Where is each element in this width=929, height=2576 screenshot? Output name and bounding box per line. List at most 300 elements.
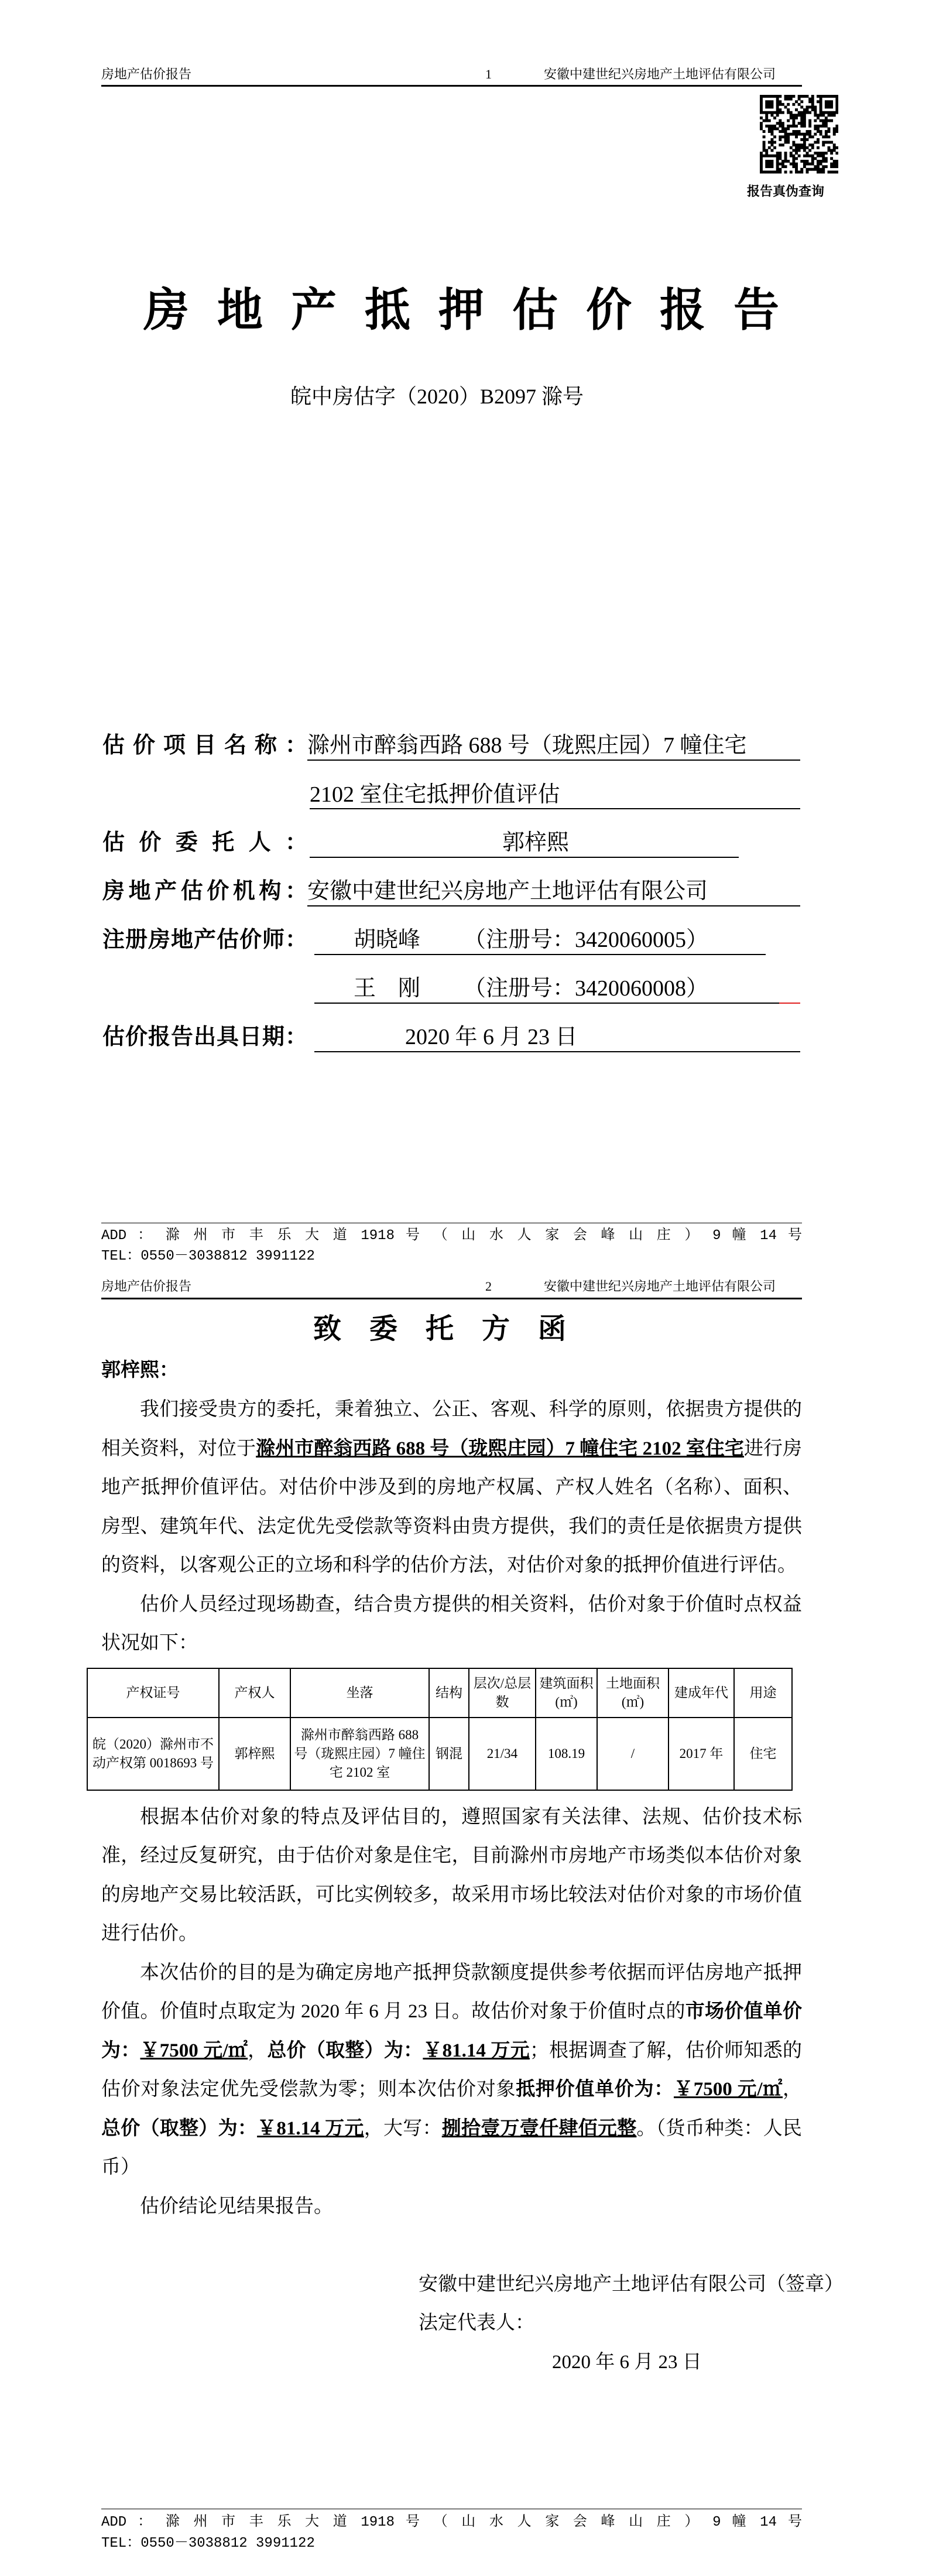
qr-module bbox=[820, 125, 822, 128]
header-usage: 用途 bbox=[734, 1668, 792, 1718]
qr-module bbox=[806, 170, 809, 173]
qr-module bbox=[776, 157, 779, 160]
qr-module bbox=[808, 168, 811, 171]
qr-module bbox=[776, 98, 779, 101]
qr-module bbox=[825, 119, 828, 122]
qr-module bbox=[798, 95, 801, 98]
qr-module bbox=[765, 152, 768, 155]
footer-tel: TEL：0550－3038812 3991122 bbox=[101, 2536, 315, 2551]
cell-land-area: / bbox=[597, 1718, 669, 1790]
qr-module bbox=[822, 152, 825, 155]
qr-module bbox=[814, 165, 817, 168]
qr-module bbox=[835, 98, 838, 101]
qr-module bbox=[779, 130, 781, 133]
qr-module bbox=[792, 133, 795, 136]
qr-module bbox=[798, 122, 801, 125]
qr-module bbox=[822, 111, 825, 114]
qr-module bbox=[795, 165, 798, 168]
qr-module bbox=[776, 160, 779, 163]
qr-module bbox=[814, 157, 817, 160]
qr-module bbox=[779, 111, 781, 114]
signature-date: 2020 年 6 月 23 日 bbox=[552, 2352, 702, 2373]
qr-module bbox=[787, 138, 790, 141]
qr-module bbox=[800, 168, 803, 171]
qr-module bbox=[787, 98, 790, 101]
cell-year-built: 2017 年 bbox=[669, 1718, 734, 1790]
qr-module bbox=[833, 143, 836, 146]
qr-module bbox=[800, 117, 803, 119]
qr-module bbox=[792, 160, 795, 163]
qr-module bbox=[803, 95, 806, 98]
qr-module bbox=[795, 114, 798, 117]
qr-module bbox=[806, 155, 809, 158]
qr-module bbox=[798, 155, 801, 158]
qr-module bbox=[835, 130, 838, 133]
page-number: 1 bbox=[485, 67, 492, 81]
text: 。（货币种类：人民币） bbox=[101, 2117, 803, 2178]
qr-module bbox=[790, 114, 793, 117]
letter-body bbox=[92, 1390, 844, 2576]
qr-module bbox=[779, 119, 781, 122]
market-unit-price: ￥7500 元/㎡ bbox=[140, 2040, 248, 2061]
qr-module bbox=[781, 165, 784, 168]
qr-module bbox=[800, 111, 803, 114]
qr-module bbox=[830, 152, 833, 155]
qr-module bbox=[833, 170, 836, 173]
qr-module bbox=[770, 130, 773, 133]
running-header-title: 房地产估价报告 bbox=[101, 1279, 192, 1294]
client-value: 郭梓熙 bbox=[502, 830, 570, 855]
qr-module bbox=[835, 146, 838, 149]
qr-module bbox=[835, 165, 838, 168]
qr-module bbox=[814, 152, 817, 155]
qr-module bbox=[825, 152, 828, 155]
qr-module bbox=[770, 149, 773, 152]
qr-module bbox=[817, 127, 820, 130]
qr-module bbox=[830, 119, 833, 122]
qr-module bbox=[792, 117, 795, 119]
paragraph-intro bbox=[101, 1390, 802, 1585]
qr-module bbox=[770, 160, 773, 163]
market-total-price: ￥81.14 万元 bbox=[423, 2040, 530, 2061]
mortgage-unit-price: ￥7500 元/㎡ bbox=[673, 2079, 783, 2100]
qr-module bbox=[770, 133, 773, 136]
institution-value: 安徽中建世纪兴房地产土地评估有限公司 bbox=[307, 879, 708, 904]
qr-module bbox=[820, 98, 822, 101]
mortgage-unit-price-label: 抵押价值单价为： bbox=[516, 2079, 674, 2100]
qr-module bbox=[803, 165, 806, 168]
running-header-company: 安徽中建世纪兴房地产土地评估有限公司 bbox=[544, 67, 776, 81]
qr-module bbox=[822, 122, 825, 125]
qr-module bbox=[776, 100, 779, 103]
cell-building-area: 108.19 bbox=[536, 1718, 597, 1790]
qr-module bbox=[806, 168, 809, 171]
qr-module bbox=[811, 157, 814, 160]
qr-module bbox=[784, 127, 787, 130]
qr-module bbox=[822, 119, 825, 122]
qr-module bbox=[792, 143, 795, 146]
qr-module bbox=[820, 133, 822, 136]
qr-module bbox=[822, 95, 825, 98]
qr-module bbox=[817, 130, 820, 133]
qr-module bbox=[822, 125, 825, 128]
qr-module bbox=[798, 103, 801, 106]
qr-module bbox=[798, 170, 801, 173]
qr-module bbox=[763, 135, 766, 138]
header-land-area: 土地面积(㎡) bbox=[597, 1668, 669, 1718]
qr-module bbox=[773, 127, 776, 130]
qr-module bbox=[776, 168, 779, 171]
qr-module bbox=[820, 170, 822, 173]
qr-module bbox=[828, 119, 831, 122]
qr-module bbox=[811, 135, 814, 138]
qr-module bbox=[787, 103, 790, 106]
qr-module bbox=[820, 168, 822, 171]
qr-module bbox=[784, 141, 787, 144]
qr-module bbox=[820, 155, 822, 158]
qr-module bbox=[800, 170, 803, 173]
mortgage-total-label: 总价（取整）为： bbox=[101, 2117, 258, 2139]
qr-module bbox=[808, 133, 811, 136]
qr-module bbox=[800, 100, 803, 103]
qr-module bbox=[787, 135, 790, 138]
qr-module bbox=[776, 163, 779, 166]
qr-module bbox=[776, 108, 779, 111]
qr-module bbox=[770, 114, 773, 117]
qr-module bbox=[828, 149, 831, 152]
running-header-company: 安徽中建世纪兴房地产土地评估有限公司 bbox=[544, 1279, 776, 1294]
qr-module bbox=[822, 168, 825, 171]
qr-module bbox=[817, 168, 820, 171]
appraiser-2-reg: （注册号：3420060008） bbox=[464, 976, 709, 1001]
qr-module bbox=[768, 125, 771, 128]
qr-module bbox=[817, 138, 820, 141]
qr-module bbox=[763, 143, 766, 146]
qr-module bbox=[811, 98, 814, 101]
legal-representative: 法定代表人： bbox=[419, 2312, 534, 2334]
qr-module bbox=[779, 157, 781, 160]
qr-module bbox=[800, 114, 803, 117]
qr-module bbox=[817, 152, 820, 155]
qr-module bbox=[776, 95, 779, 98]
report-date-label: 估价报告出具日期： bbox=[102, 1025, 307, 1049]
qr-module bbox=[768, 163, 771, 166]
qr-module bbox=[781, 103, 784, 106]
text: 进行房地产抵押价值评估。对估价中涉及到的房地产权属、产权人姓名（名称）、面积、房型、建筑年代、法定优先受偿款等资料由贵方提供，我们的责任是依据贵方提供的资料，以客观公正的立场和科学的估价方法，对估价对象的抵押价值进行评估。 bbox=[101, 1438, 803, 1576]
qr-module bbox=[808, 122, 811, 125]
qr-module bbox=[784, 170, 787, 173]
qr-module bbox=[803, 133, 806, 136]
report-date-value: 2020 年 6 月 23 日 bbox=[405, 1025, 578, 1049]
qr-module bbox=[765, 155, 768, 158]
qr-module bbox=[776, 170, 779, 173]
qr-module bbox=[795, 149, 798, 152]
qr-module bbox=[825, 103, 828, 106]
mortgage-total-price: ￥81.14 万元 bbox=[257, 2117, 364, 2139]
qr-module bbox=[784, 157, 787, 160]
qr-module bbox=[779, 168, 781, 171]
qr-module bbox=[773, 170, 776, 173]
qr-module bbox=[798, 111, 801, 114]
qr-module bbox=[792, 122, 795, 125]
qr-module bbox=[765, 125, 768, 128]
qr-module bbox=[776, 122, 779, 125]
qr-module bbox=[814, 114, 817, 117]
qr-caption: 报告真伪查询 bbox=[747, 184, 825, 199]
qr-module bbox=[760, 117, 763, 119]
qr-module bbox=[792, 119, 795, 122]
qr-module bbox=[803, 125, 806, 128]
underline bbox=[307, 760, 800, 761]
cell-usage: 住宅 bbox=[734, 1718, 792, 1790]
qr-module bbox=[773, 125, 776, 128]
qr-module bbox=[822, 170, 825, 173]
qr-module bbox=[825, 130, 828, 133]
table-header-row bbox=[87, 1668, 792, 1718]
qr-module bbox=[760, 170, 763, 173]
qr-module bbox=[768, 105, 771, 108]
appraiser-label: 注册房地产估价师： bbox=[102, 928, 307, 952]
qr-module bbox=[790, 98, 793, 101]
cell-location: 滁州市醉翁西路 688 号（珑熙庄园）7 幢住宅 2102 室 bbox=[290, 1718, 429, 1790]
cell-floor: 21/34 bbox=[469, 1718, 536, 1790]
qr-module bbox=[835, 160, 838, 163]
qr-module bbox=[760, 122, 763, 125]
qr-module bbox=[773, 135, 776, 138]
qr-module bbox=[828, 100, 831, 103]
text: 本次估价的目的是为确定房地产抵押贷款额度提供参考依据而评估房地产抵押价值。价值时点取定为 2020 年 6 月 23 日。故估价对象于价值时点的 bbox=[101, 1962, 802, 2022]
qr-module bbox=[760, 152, 763, 155]
paragraph-method: 根据本估价对象的特点及评估目的，遵照国家有关法律、法规、估价技术标准，经过反复研究，由于估价对象是住宅，目前滁州市房地产市场类似本估价对象的房地产交易比较活跃，可比实例较多，故采用市场比较法对估价对象的市场价值进行估价。 bbox=[101, 1806, 802, 1944]
qr-module bbox=[817, 125, 820, 128]
page-number: 2 bbox=[485, 1279, 492, 1294]
header-owner: 产权人 bbox=[219, 1668, 290, 1718]
qr-module bbox=[787, 127, 790, 130]
footer-tel: TEL：0550－3038812 3991122 bbox=[101, 1248, 315, 1264]
qr-module bbox=[763, 130, 766, 133]
qr-module bbox=[770, 95, 773, 98]
qr-module bbox=[833, 95, 836, 98]
qr-module bbox=[833, 165, 836, 168]
qr-module bbox=[803, 108, 806, 111]
qr-module bbox=[811, 146, 814, 149]
qr-module bbox=[792, 114, 795, 117]
qr-module bbox=[795, 135, 798, 138]
qr-module bbox=[820, 103, 822, 106]
qr-module bbox=[806, 160, 809, 163]
qr-module bbox=[798, 149, 801, 152]
qr-module bbox=[765, 95, 768, 98]
qr-module bbox=[833, 114, 836, 117]
appraiser-1-name: 胡晓峰 bbox=[354, 928, 421, 952]
qr-module bbox=[817, 95, 820, 98]
qr-module bbox=[784, 165, 787, 168]
qr-module bbox=[830, 103, 833, 106]
qr-module bbox=[820, 130, 822, 133]
qr-module bbox=[817, 165, 820, 168]
qr-module bbox=[765, 163, 768, 166]
appraiser-1-reg: （注册号：3420060005） bbox=[464, 928, 709, 952]
underline bbox=[307, 905, 800, 906]
header-building-area: 建筑面积(㎡) bbox=[536, 1668, 597, 1718]
qr-module bbox=[833, 111, 836, 114]
qr-module bbox=[792, 157, 795, 160]
qr-module bbox=[814, 105, 817, 108]
qr-module bbox=[814, 133, 817, 136]
qr-module bbox=[779, 125, 781, 128]
qr-module bbox=[763, 170, 766, 173]
qr-module bbox=[776, 152, 779, 155]
qr-module bbox=[835, 170, 838, 173]
qr-module bbox=[781, 111, 784, 114]
qr-module bbox=[814, 141, 817, 144]
qr-module bbox=[760, 100, 763, 103]
qr-module bbox=[768, 130, 771, 133]
qr-module bbox=[825, 157, 828, 160]
qr-module bbox=[830, 157, 833, 160]
header-floor: 层次/总层数 bbox=[469, 1668, 536, 1718]
qr-module bbox=[784, 95, 787, 98]
qr-module bbox=[835, 127, 838, 130]
qr-module bbox=[781, 122, 784, 125]
qr-module bbox=[828, 114, 831, 117]
qr-module bbox=[770, 165, 773, 168]
qr-module bbox=[781, 127, 784, 130]
qr-module bbox=[765, 119, 768, 122]
qr-module bbox=[822, 160, 825, 163]
qr-module bbox=[779, 95, 781, 98]
qr-code-icon[interactable] bbox=[760, 95, 838, 175]
qr-module bbox=[792, 141, 795, 144]
underline bbox=[310, 808, 800, 809]
qr-module bbox=[814, 125, 817, 128]
qr-module bbox=[806, 138, 809, 141]
cell-owner: 郭梓熙 bbox=[219, 1718, 290, 1790]
qr-module bbox=[779, 103, 781, 106]
qr-module bbox=[768, 170, 771, 173]
client-label: 估价委托人： bbox=[102, 830, 307, 855]
qr-module bbox=[760, 125, 763, 128]
qr-module bbox=[814, 127, 817, 130]
property-address: 滁州市醉翁西路 688 号（珑熙庄园）7 幢住宅 2102 室住宅 bbox=[256, 1438, 744, 1459]
qr-module bbox=[790, 155, 793, 158]
qr-module bbox=[808, 149, 811, 152]
qr-module bbox=[825, 111, 828, 114]
qr-module bbox=[795, 125, 798, 128]
qr-module bbox=[808, 100, 811, 103]
header-cert-no: 产权证号 bbox=[87, 1668, 219, 1718]
qr-module bbox=[765, 114, 768, 117]
qr-module bbox=[835, 100, 838, 103]
qr-module bbox=[760, 168, 763, 171]
qr-module bbox=[817, 117, 820, 119]
qr-module bbox=[811, 143, 814, 146]
qr-module bbox=[768, 155, 771, 158]
qr-module bbox=[828, 130, 831, 133]
qr-module bbox=[808, 105, 811, 108]
qr-module bbox=[806, 130, 809, 133]
qr-module bbox=[814, 168, 817, 171]
qr-module bbox=[781, 160, 784, 163]
qr-module bbox=[817, 141, 820, 144]
qr-module bbox=[814, 119, 817, 122]
qr-module bbox=[773, 95, 776, 98]
qr-module bbox=[811, 105, 814, 108]
qr-module bbox=[776, 111, 779, 114]
qr-module bbox=[770, 141, 773, 144]
qr-module bbox=[806, 95, 809, 98]
market-total-label: 总价（取整）为： bbox=[267, 2040, 423, 2061]
qr-module bbox=[768, 127, 771, 130]
qr-module bbox=[765, 100, 768, 103]
qr-module bbox=[776, 127, 779, 130]
qr-module bbox=[763, 155, 766, 158]
qr-module bbox=[781, 163, 784, 166]
qr-module bbox=[798, 143, 801, 146]
qr-module bbox=[803, 163, 806, 166]
qr-module bbox=[806, 108, 809, 111]
qr-module bbox=[763, 119, 766, 122]
qr-module bbox=[779, 155, 781, 158]
market-unit-price-label: 市场价值单价为： bbox=[101, 2001, 802, 2061]
report-number: 皖中房估字（2020）B2097 滁号 bbox=[290, 385, 584, 408]
underline bbox=[314, 954, 766, 955]
qr-module bbox=[808, 130, 811, 133]
qr-module bbox=[808, 163, 811, 166]
qr-module bbox=[825, 133, 828, 136]
qr-module bbox=[817, 160, 820, 163]
project-name-label: 估价项目名称： bbox=[102, 733, 307, 758]
qr-module bbox=[779, 138, 781, 141]
paragraph-status: 估价人员经过现场勘查，结合贵方提供的相关资料，估价对象于价值时点权益状况如下： bbox=[101, 1593, 802, 1654]
qr-module bbox=[790, 152, 793, 155]
underline bbox=[314, 1051, 800, 1052]
qr-module bbox=[773, 141, 776, 144]
qr-module bbox=[808, 143, 811, 146]
qr-module bbox=[822, 141, 825, 144]
underline bbox=[314, 1003, 779, 1004]
qr-module bbox=[792, 163, 795, 166]
qr-module bbox=[763, 95, 766, 98]
qr-module bbox=[795, 152, 798, 155]
qr-module bbox=[770, 127, 773, 130]
qr-module bbox=[806, 105, 809, 108]
qr-module bbox=[760, 98, 763, 101]
paragraph-conclusion bbox=[101, 1954, 802, 2187]
qr-module bbox=[768, 141, 771, 144]
qr-module bbox=[833, 163, 836, 166]
underline-red-mark bbox=[779, 1003, 800, 1004]
qr-module bbox=[784, 98, 787, 101]
qr-module bbox=[835, 103, 838, 106]
qr-module bbox=[768, 165, 771, 168]
qr-module bbox=[765, 105, 768, 108]
qr-module bbox=[784, 138, 787, 141]
qr-module bbox=[760, 155, 763, 158]
qr-module bbox=[830, 141, 833, 144]
qr-module bbox=[835, 163, 838, 166]
project-name-value-cont: 2102 室住宅抵押价值评估 bbox=[310, 782, 560, 807]
qr-module bbox=[776, 103, 779, 106]
qr-module bbox=[776, 165, 779, 168]
qr-module bbox=[828, 146, 831, 149]
cell-cert-no: 皖（2020）滁州市不动产权第 0018693 号 bbox=[87, 1718, 219, 1790]
qr-module bbox=[787, 125, 790, 128]
qr-module bbox=[784, 105, 787, 108]
qr-module bbox=[779, 143, 781, 146]
qr-module bbox=[798, 114, 801, 117]
qr-module bbox=[779, 163, 781, 166]
